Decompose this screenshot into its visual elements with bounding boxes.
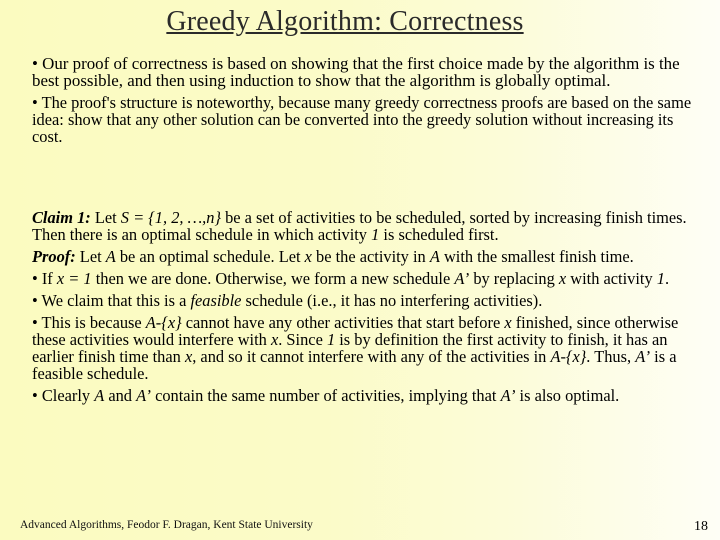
bullet: • — [32, 386, 38, 405]
intro-section — [32, 55, 694, 150]
claim-label: Claim 1: — [32, 208, 91, 227]
proof-bullet-4: • Clearly A and A’ contain the same number of activities, implying that A’ is also optimal. — [32, 386, 620, 405]
proof-paragraph: Proof: Let A be an optimal schedule. Let x be the activity in A with the smallest finish time. — [32, 247, 634, 266]
proof-label: Proof: — [32, 247, 76, 266]
slide-title: Greedy Algorithm: Correctness — [166, 6, 524, 37]
bullet: • — [32, 93, 38, 112]
intro-paragraph-1: • Our proof of correctness is based on showing that the first choice made by the algorithm is the best possible, and then using induction to show that the algorithm is globally optimal. — [32, 54, 680, 90]
proof-bullet-3: • This is because A-{x} cannot have any other activities that start before x finished, since otherwise these activities would interfere with x. Since 1 is by definition the first activity to finish, it has an earlier finish time than x, and so it cannot interfere with any of the activities in A-{x}. Thus, A’ is a feasible schedule. — [32, 313, 679, 383]
proof-bullet-2: • We claim that this is a feasible schedule (i.e., it has no interfering activities). — [32, 291, 543, 310]
page-number: 18 — [694, 519, 708, 534]
slide-footer: Advanced Algorithms, Feodor F. Dragan, Kent State University — [20, 519, 313, 531]
bullet: • — [32, 313, 38, 332]
bullet: • — [32, 54, 38, 73]
claim-paragraph: Claim 1: Let S = {1, 2, …,n} be a set of activities to be scheduled, sorted by increasing finish times. Then there is an optimal schedule in which activity 1 is scheduled first. — [32, 208, 687, 244]
bullet: • — [32, 291, 38, 310]
proof-section — [32, 209, 694, 409]
intro-paragraph-2: • The proof's structure is noteworthy, because many greedy correctness proofs are based on the same idea: show that any other solution can be converted into the greedy solution without increasing its cost. — [32, 93, 692, 146]
proof-bullet-1: • If x = 1 then we are done. Otherwise, we form a new schedule A’ by replacing x with activity 1. — [32, 269, 670, 288]
bullet: • — [32, 269, 38, 288]
